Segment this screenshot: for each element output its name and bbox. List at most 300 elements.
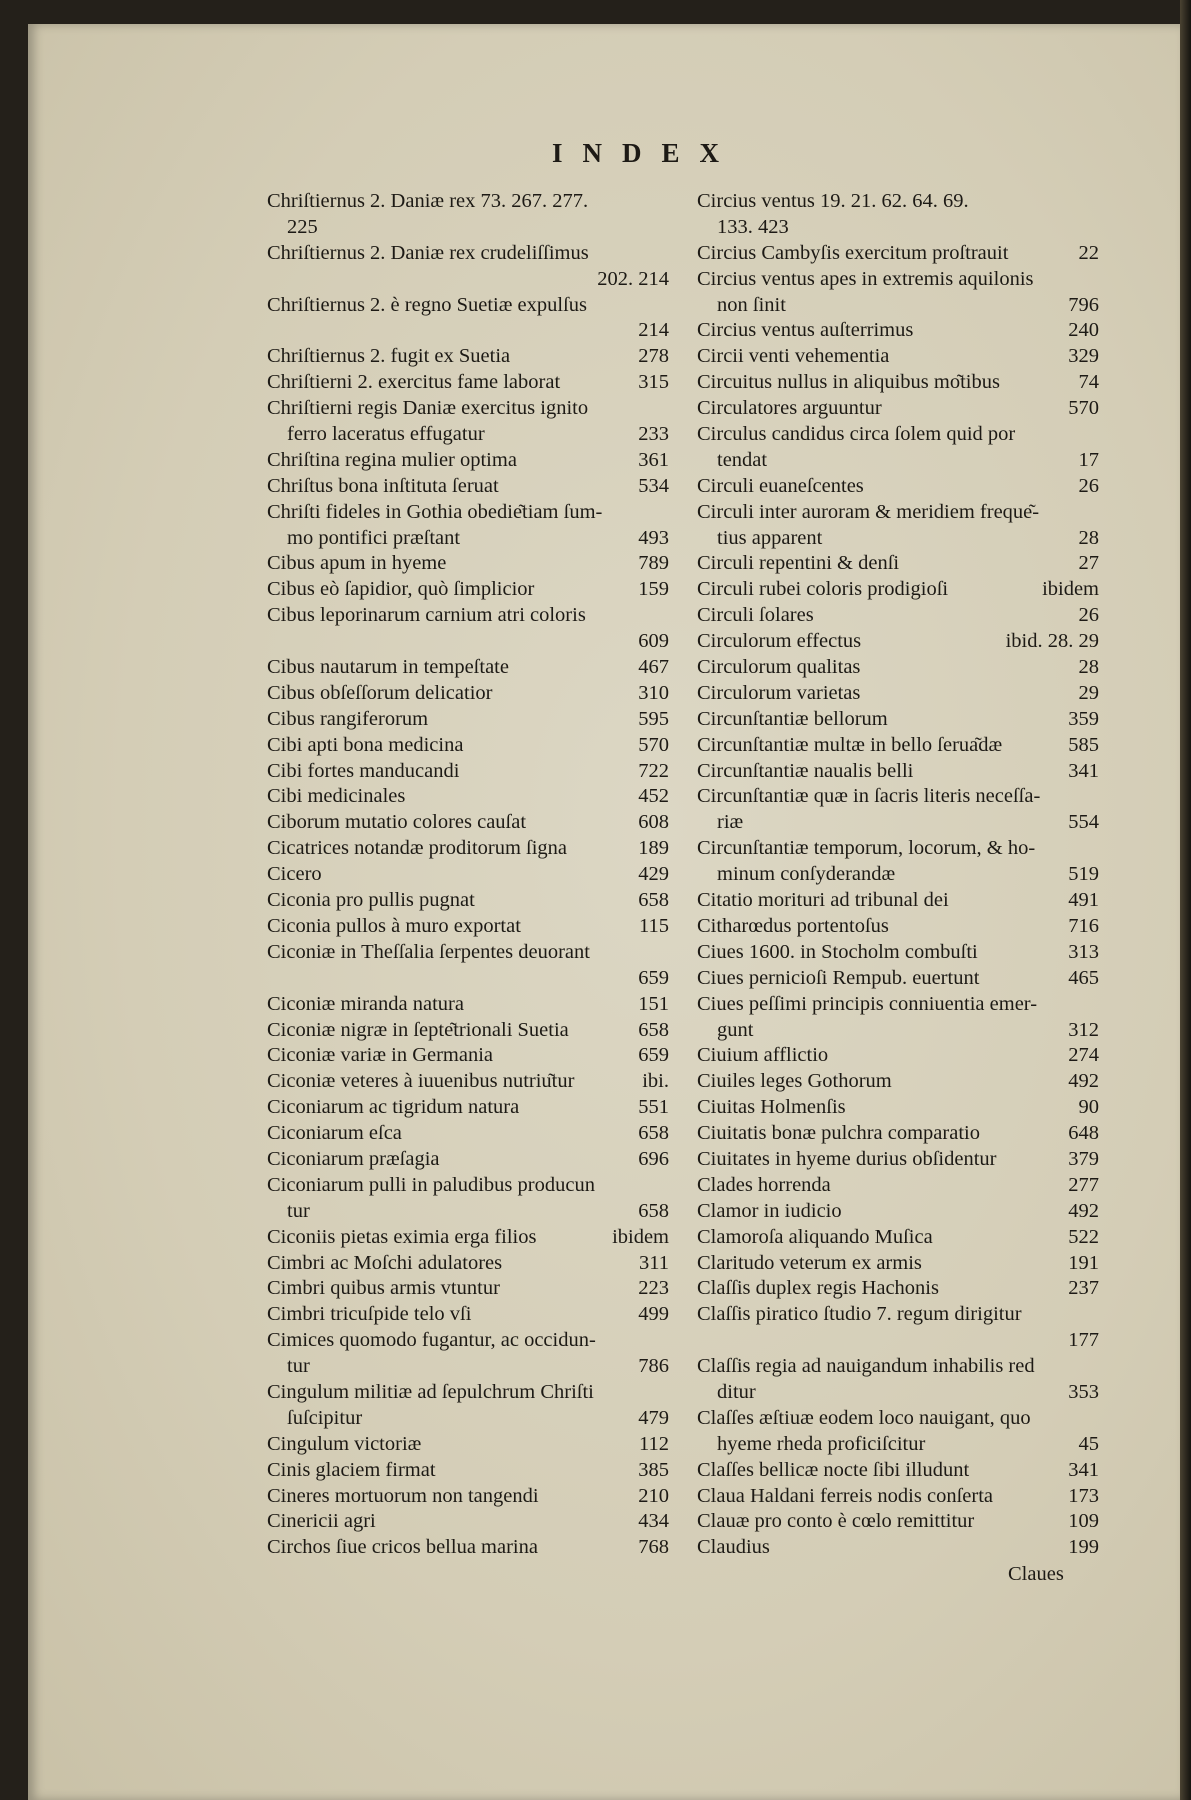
index-entry <box>267 810 669 836</box>
index-entry <box>697 474 1099 500</box>
entry-line <box>697 733 1099 759</box>
index-entry <box>267 577 669 603</box>
index-entry <box>697 1509 1099 1535</box>
entry-page: 379 <box>1068 1147 1099 1170</box>
entry-text: Ciconiæ in Theſſalia ſerpentes deuorant <box>267 940 590 963</box>
index-entry <box>697 1276 1099 1302</box>
entry-text: Ciconiæ nigræ in ſepte͂trionali Suetia <box>267 1018 569 1041</box>
entry-line <box>267 474 669 500</box>
entry-line <box>697 655 1099 681</box>
entry-text: Claritudo veterum ex armis <box>697 1251 922 1274</box>
index-entry <box>697 914 1099 940</box>
entry-line <box>267 1251 669 1277</box>
entry-continuation-line <box>267 1406 669 1432</box>
entry-line <box>267 888 669 914</box>
entry-text: Ciuium afflictio <box>697 1044 829 1067</box>
entry-page: 329 <box>1068 345 1099 368</box>
entry-page: 112 <box>639 1432 669 1455</box>
entry-text: Ciconiæ variæ in Germania <box>267 1044 494 1067</box>
entry-page: 789 <box>638 552 669 575</box>
entry-page: 499 <box>638 1303 669 1326</box>
entry-line <box>697 422 1099 448</box>
entry-text: Claſſes æſtiuæ eodem loco nauigant, quo <box>697 1406 1031 1429</box>
entry-page: 22 <box>1078 241 1099 264</box>
entry-page: 274 <box>1068 1044 1099 1067</box>
entry-continuation: tendat <box>717 448 768 471</box>
entry-line <box>267 1302 669 1328</box>
entry-text: Cibi fortes manducandi <box>267 759 460 782</box>
entry-text: Chriſtiernus 2. è regno Suetiæ expulſus <box>267 293 587 316</box>
entry-continuation-line <box>697 1018 1099 1044</box>
entry-page: 452 <box>638 785 669 808</box>
index-entry <box>697 836 1099 888</box>
entry-continuation-line <box>267 1354 669 1380</box>
entry-line <box>697 267 1099 293</box>
index-entry <box>697 1302 1099 1354</box>
index-column-right <box>697 189 1099 1561</box>
entry-page: 109 <box>1068 1510 1099 1533</box>
entry-page: ibidem <box>1042 578 1099 601</box>
entry-line <box>697 344 1099 370</box>
entry-text: Circius Cambyſis exercitum proſtrauit <box>697 241 1009 264</box>
entry-text: Cibi apti bona medicina <box>267 733 464 756</box>
entry-text: Cicatrices notandæ proditorum ſigna <box>267 837 568 860</box>
entry-text: Circius ventus apes in extremis aquilonis <box>697 267 1034 290</box>
entry-text: Circuli repentini & denſi <box>697 552 900 575</box>
entry-page <box>1093 215 1099 241</box>
entry-continuation: ferro laceratus effugatur <box>287 423 485 446</box>
entry-text: Ciconiarum eſca <box>267 1122 402 1145</box>
entry-text: Cibus eò ſapidior, quò ſimplicior <box>267 578 535 601</box>
entry-continuation-line <box>267 318 669 344</box>
entry-continuation: ſuſcipitur <box>287 1406 363 1429</box>
entry-text: Chriſtiernus 2. fugit ex Suetia <box>267 345 511 368</box>
entry-line <box>267 1225 669 1251</box>
entry-page: 29 <box>1078 681 1099 704</box>
index-entry <box>697 1354 1099 1406</box>
index-entry <box>697 422 1099 474</box>
entry-page: 341 <box>1068 759 1099 782</box>
entry-page: 467 <box>638 656 669 679</box>
index-entry <box>267 1069 669 1095</box>
index-entry <box>267 992 669 1018</box>
entry-text: Circunſtantiæ naualis belli <box>697 759 914 782</box>
entry-text: Circuli ſolares <box>697 604 814 627</box>
entry-line <box>697 474 1099 500</box>
entry-page: 658 <box>638 1199 669 1222</box>
entry-line <box>267 836 669 862</box>
page-title: INDEX <box>551 138 739 168</box>
entry-page: 240 <box>1068 319 1099 342</box>
entry-line <box>267 603 669 629</box>
entry-text: Ciconiarum pulli in paludibus producun <box>267 1173 595 1196</box>
entry-text: Circii venti vehementia <box>697 345 890 368</box>
entry-line <box>697 551 1099 577</box>
entry-line <box>267 940 669 966</box>
entry-line <box>267 862 669 888</box>
entry-line <box>267 1147 669 1173</box>
index-entry <box>267 603 669 655</box>
entry-line <box>697 992 1099 1018</box>
entry-text: Ciuiles leges Gothorum <box>697 1070 892 1093</box>
entry-text: Cimbri ac Moſchi adulatores <box>267 1251 503 1274</box>
entry-text: Chriſtina regina mulier optima <box>267 448 517 471</box>
entry-page: 151 <box>638 992 669 1015</box>
entry-text: Ciconiæ veteres à iuuenibus nutriu͂tur <box>267 1070 575 1093</box>
entry-text: Ciborum mutatio colores cauſat <box>267 811 527 834</box>
entry-page: 492 <box>1068 1070 1099 1093</box>
entry-page: 310 <box>638 681 669 704</box>
entry-line <box>697 1199 1099 1225</box>
entry-text: Ciconia pullos à muro exportat <box>267 914 521 937</box>
entry-continuation-line <box>697 215 1099 241</box>
entry-line <box>697 1406 1099 1432</box>
entry-page: 214 <box>638 319 669 342</box>
entry-page: 585 <box>1068 733 1099 756</box>
index-entry <box>267 474 669 500</box>
index-entry <box>697 629 1099 655</box>
index-entry <box>267 707 669 733</box>
index-entry <box>267 551 669 577</box>
index-entry <box>267 1173 669 1225</box>
entry-continuation-line <box>697 810 1099 836</box>
index-entry <box>267 241 669 293</box>
index-entry <box>697 1147 1099 1173</box>
entry-text: Citharœdus portentoſus <box>697 914 889 937</box>
entry-continuation-line <box>697 1432 1099 1458</box>
entry-line <box>267 681 669 707</box>
entry-continuation: minum conſyderandæ <box>717 863 896 886</box>
entry-page <box>663 215 669 241</box>
entry-text: Cineres mortuorum non tangendi <box>267 1484 539 1507</box>
index-entry <box>697 1199 1099 1225</box>
index-entry <box>697 318 1099 344</box>
entry-continuation-line <box>697 862 1099 888</box>
entry-line <box>267 1380 669 1406</box>
entry-page: 341 <box>1068 1458 1099 1481</box>
entry-text: Circulorum effectus <box>697 630 862 653</box>
entry-text: Circuli inter auroram & meridiem freque͂- <box>697 500 1040 523</box>
entry-text: Claſſis piratico ſtudio 7. regum dirigitur <box>697 1303 1022 1326</box>
entry-page: 434 <box>638 1510 669 1533</box>
entry-page: 315 <box>638 371 669 394</box>
index-entry <box>697 1121 1099 1147</box>
entry-text: Circulorum varietas <box>697 681 861 704</box>
entry-page: 90 <box>1078 1096 1099 1119</box>
entry-line <box>697 1043 1099 1069</box>
index-entry <box>697 1095 1099 1121</box>
entry-text: Claſſis regia ad nauigandum inhabilis red <box>697 1355 1035 1378</box>
entry-continuation-line <box>267 215 669 241</box>
entry-text: Circunſtantiæ temporum, locorum, & ho- <box>697 837 1036 860</box>
entry-line <box>267 1432 669 1458</box>
entry-line <box>267 655 669 681</box>
entry-text: Chriſtiernus 2. Daniæ rex 73. 267. 277. <box>267 190 589 212</box>
entry-page: 191 <box>1068 1251 1099 1274</box>
entry-line <box>267 1121 669 1147</box>
index-entry <box>267 681 669 707</box>
entry-text: Circulatores arguuntur <box>697 397 882 420</box>
index-entry <box>267 1095 669 1121</box>
entry-text: Ciuitates in hyeme durius obſidentur <box>697 1147 997 1170</box>
entry-page: 74 <box>1078 371 1099 394</box>
entry-text: Clades horrenda <box>697 1173 831 1196</box>
entry-page: 554 <box>1068 811 1099 834</box>
index-entry <box>697 551 1099 577</box>
catchword: Claues <box>1008 1563 1064 1585</box>
entry-page: 361 <box>638 448 669 471</box>
entry-page: ibidem <box>612 1225 669 1248</box>
index-column-left <box>267 189 669 1561</box>
index-entry <box>697 940 1099 966</box>
entry-page: 658 <box>638 1018 669 1041</box>
entry-line <box>697 189 1099 215</box>
entry-text: Circius ventus auſterrimus <box>697 319 914 342</box>
entry-line <box>697 1095 1099 1121</box>
entry-page: 659 <box>638 1044 669 1067</box>
entry-line <box>697 1251 1099 1277</box>
entry-text: Ciconiarum ac tigridum natura <box>267 1096 520 1119</box>
entry-text: Ciuitatis bonæ pulchra comparatio <box>697 1122 980 1145</box>
entry-line <box>697 914 1099 940</box>
entry-page: 45 <box>1078 1432 1099 1455</box>
entry-text: Circunſtantiæ multæ in bello ſerua͂dæ <box>697 733 1003 756</box>
entry-line <box>267 577 669 603</box>
index-entry <box>697 1043 1099 1069</box>
index-entry <box>267 1509 669 1535</box>
entry-line <box>697 577 1099 603</box>
index-entry <box>697 1535 1099 1561</box>
entry-page: 492 <box>1068 1199 1099 1222</box>
entry-continuation-line <box>697 293 1099 319</box>
index-entry <box>267 784 669 810</box>
entry-text: Circius ventus 19. 21. 62. 64. 69. <box>697 190 969 212</box>
entry-line <box>697 1354 1099 1380</box>
entry-line <box>697 759 1099 785</box>
entry-text: Chriſtiernus 2. Daniæ rex crudeliſſimus <box>267 241 589 264</box>
entry-line <box>267 396 669 422</box>
entry-page: 479 <box>638 1406 669 1429</box>
entry-text: Cinericii agri <box>267 1510 376 1533</box>
entry-line <box>697 500 1099 526</box>
entry-page: 551 <box>638 1096 669 1119</box>
entry-line <box>267 370 669 396</box>
entry-page: 277 <box>1068 1173 1099 1196</box>
entry-page: 465 <box>1068 966 1099 989</box>
entry-page: 159 <box>638 578 669 601</box>
index-entry <box>697 370 1099 396</box>
entry-continuation-line <box>267 966 669 992</box>
entry-page: 716 <box>1068 914 1099 937</box>
entry-page: 786 <box>638 1355 669 1378</box>
entry-continuation: hyeme rheda proficiſcitur <box>717 1432 926 1455</box>
entry-line <box>267 1328 669 1354</box>
entry-page: 522 <box>1068 1225 1099 1248</box>
entry-line <box>267 1509 669 1535</box>
index-entry <box>267 396 669 448</box>
index-entry <box>697 1225 1099 1251</box>
entry-text: Circuli euaneſcentes <box>697 474 864 497</box>
entry-line <box>697 1535 1099 1561</box>
entry-page: ibid. 28. 29 <box>1005 630 1099 653</box>
entry-continuation: 225 <box>287 215 318 238</box>
entry-continuation-line <box>267 267 669 293</box>
entry-line <box>267 784 669 810</box>
index-entry <box>697 500 1099 552</box>
index-entry <box>267 1380 669 1432</box>
entry-text: Claudius <box>697 1536 770 1559</box>
entry-text: Chriſtierni 2. exercitus fame laborat <box>267 371 561 394</box>
entry-line <box>267 1173 669 1199</box>
index-entry <box>697 267 1099 319</box>
index-entry <box>697 681 1099 707</box>
index-entry <box>267 862 669 888</box>
entry-text: Ciconiis pietas eximia erga filios <box>267 1225 537 1248</box>
entry-line <box>267 733 669 759</box>
index-entry <box>267 1484 669 1510</box>
index-entry <box>267 733 669 759</box>
index-entry <box>267 940 669 992</box>
entry-text: Circuitus nullus in aliquibus mo͂tibus <box>697 371 1000 394</box>
index-entry <box>697 241 1099 267</box>
entry-line <box>267 810 669 836</box>
index-entry <box>697 577 1099 603</box>
entry-text: Circulorum qualitas <box>697 656 861 679</box>
entry-continuation-line <box>267 1199 669 1225</box>
entry-line <box>267 189 669 215</box>
index-entry <box>267 448 669 474</box>
entry-page: 768 <box>638 1536 669 1559</box>
index-entry <box>697 189 1099 241</box>
entry-page: 659 <box>638 966 669 989</box>
entry-page: 429 <box>638 863 669 886</box>
entry-continuation-line <box>267 526 669 552</box>
index-entry <box>267 293 669 345</box>
entry-page: 658 <box>638 1122 669 1145</box>
entry-text: Claua Haldani ferreis nodis conſerta <box>697 1484 993 1507</box>
entry-text: Claſſes bellicæ nocte ſibi illudunt <box>697 1458 970 1481</box>
entry-line <box>267 500 669 526</box>
index-entry <box>267 500 669 552</box>
entry-line <box>267 448 669 474</box>
entry-page: ibi. <box>642 1070 669 1093</box>
entry-continuation-line <box>267 629 669 655</box>
entry-line <box>697 681 1099 707</box>
entry-page: 26 <box>1078 604 1099 627</box>
entry-text: Claſſis duplex regis Hachonis <box>697 1277 939 1300</box>
entry-line <box>267 241 669 267</box>
index-entry <box>697 603 1099 629</box>
entry-continuation: tur <box>287 1199 310 1222</box>
entry-line <box>267 1095 669 1121</box>
entry-text: Ciuitas Holmenſis <box>697 1096 846 1119</box>
index-entry <box>697 344 1099 370</box>
entry-page: 233 <box>638 423 669 446</box>
entry-page: 493 <box>638 526 669 549</box>
index-entry <box>267 370 669 396</box>
index-entry <box>697 784 1099 836</box>
entry-continuation: tius apparent <box>717 526 823 549</box>
index-entry <box>267 1043 669 1069</box>
entry-continuation: gunt <box>717 1018 754 1041</box>
entry-page: 609 <box>638 630 669 653</box>
entry-line <box>267 293 669 319</box>
entry-line <box>267 759 669 785</box>
entry-page: 608 <box>638 811 669 834</box>
entry-text: Cicero <box>267 863 322 886</box>
entry-line <box>697 888 1099 914</box>
entry-line <box>697 629 1099 655</box>
entry-text: Cibus apum in hyeme <box>267 552 447 575</box>
index-entry <box>267 1147 669 1173</box>
entry-text: Ciconia pro pullis pugnat <box>267 889 475 912</box>
index-entry <box>267 759 669 785</box>
entry-continuation: riæ <box>717 811 744 834</box>
entry-line <box>697 1302 1099 1328</box>
entry-text: Clauæ pro conto è cœlo remittitur <box>697 1510 975 1533</box>
index-entry <box>267 1018 669 1044</box>
entry-line <box>267 1069 669 1095</box>
entry-line <box>697 707 1099 733</box>
entry-text: Chriſtus bona inſtituta ſeruat <box>267 474 499 497</box>
entry-text: Chriſtierni regis Daniæ exercitus ignito <box>267 397 589 420</box>
entry-line <box>697 836 1099 862</box>
entry-page: 570 <box>1068 397 1099 420</box>
index-entry <box>697 992 1099 1044</box>
entry-page: 28 <box>1078 656 1099 679</box>
entry-page: 17 <box>1078 448 1099 471</box>
index-entry <box>267 344 669 370</box>
index-entry <box>697 655 1099 681</box>
index-entry <box>267 1458 669 1484</box>
entry-line <box>697 1069 1099 1095</box>
entry-continuation-line <box>697 526 1099 552</box>
index-entry <box>267 1328 669 1380</box>
entry-text: Cimices quomodo fugantur, ac occidun- <box>267 1329 596 1352</box>
entry-page: 722 <box>638 759 669 782</box>
entry-text: Citatio morituri ad tribunal dei <box>697 889 949 912</box>
entry-text: Cibi medicinales <box>267 785 406 808</box>
entry-page: 491 <box>1068 889 1099 912</box>
entry-text: Cibus nautarum in tempeſtate <box>267 656 509 679</box>
entry-page: 312 <box>1068 1018 1099 1041</box>
entry-page: 28 <box>1078 526 1099 549</box>
entry-continuation-line <box>267 422 669 448</box>
index-entry <box>267 914 669 940</box>
entry-line <box>697 1276 1099 1302</box>
entry-page: 658 <box>638 889 669 912</box>
entry-continuation-line <box>697 448 1099 474</box>
index-entry <box>267 189 669 241</box>
index-entry <box>267 1432 669 1458</box>
index-entry <box>267 1251 669 1277</box>
entry-text: Ciues peſſimi principis conniuentia emer- <box>697 992 1038 1015</box>
entry-page: 278 <box>638 345 669 368</box>
entry-page: 519 <box>1068 863 1099 886</box>
entry-page: 313 <box>1068 940 1099 963</box>
entry-text: Cinis glaciem firmat <box>267 1458 436 1481</box>
entry-text: Circunſtantiæ quæ in ſacris literis neceſſa- <box>697 785 1041 808</box>
entry-line <box>697 1173 1099 1199</box>
entry-page: 27 <box>1078 552 1099 575</box>
index-entry <box>697 1484 1099 1510</box>
entry-page: 595 <box>638 707 669 730</box>
entry-continuation: tur <box>287 1355 310 1378</box>
entry-line <box>697 1225 1099 1251</box>
entry-page: 570 <box>638 733 669 756</box>
entry-text: Circhos ſiue cricos bellua marina <box>267 1536 538 1559</box>
entry-page: 223 <box>638 1277 669 1300</box>
